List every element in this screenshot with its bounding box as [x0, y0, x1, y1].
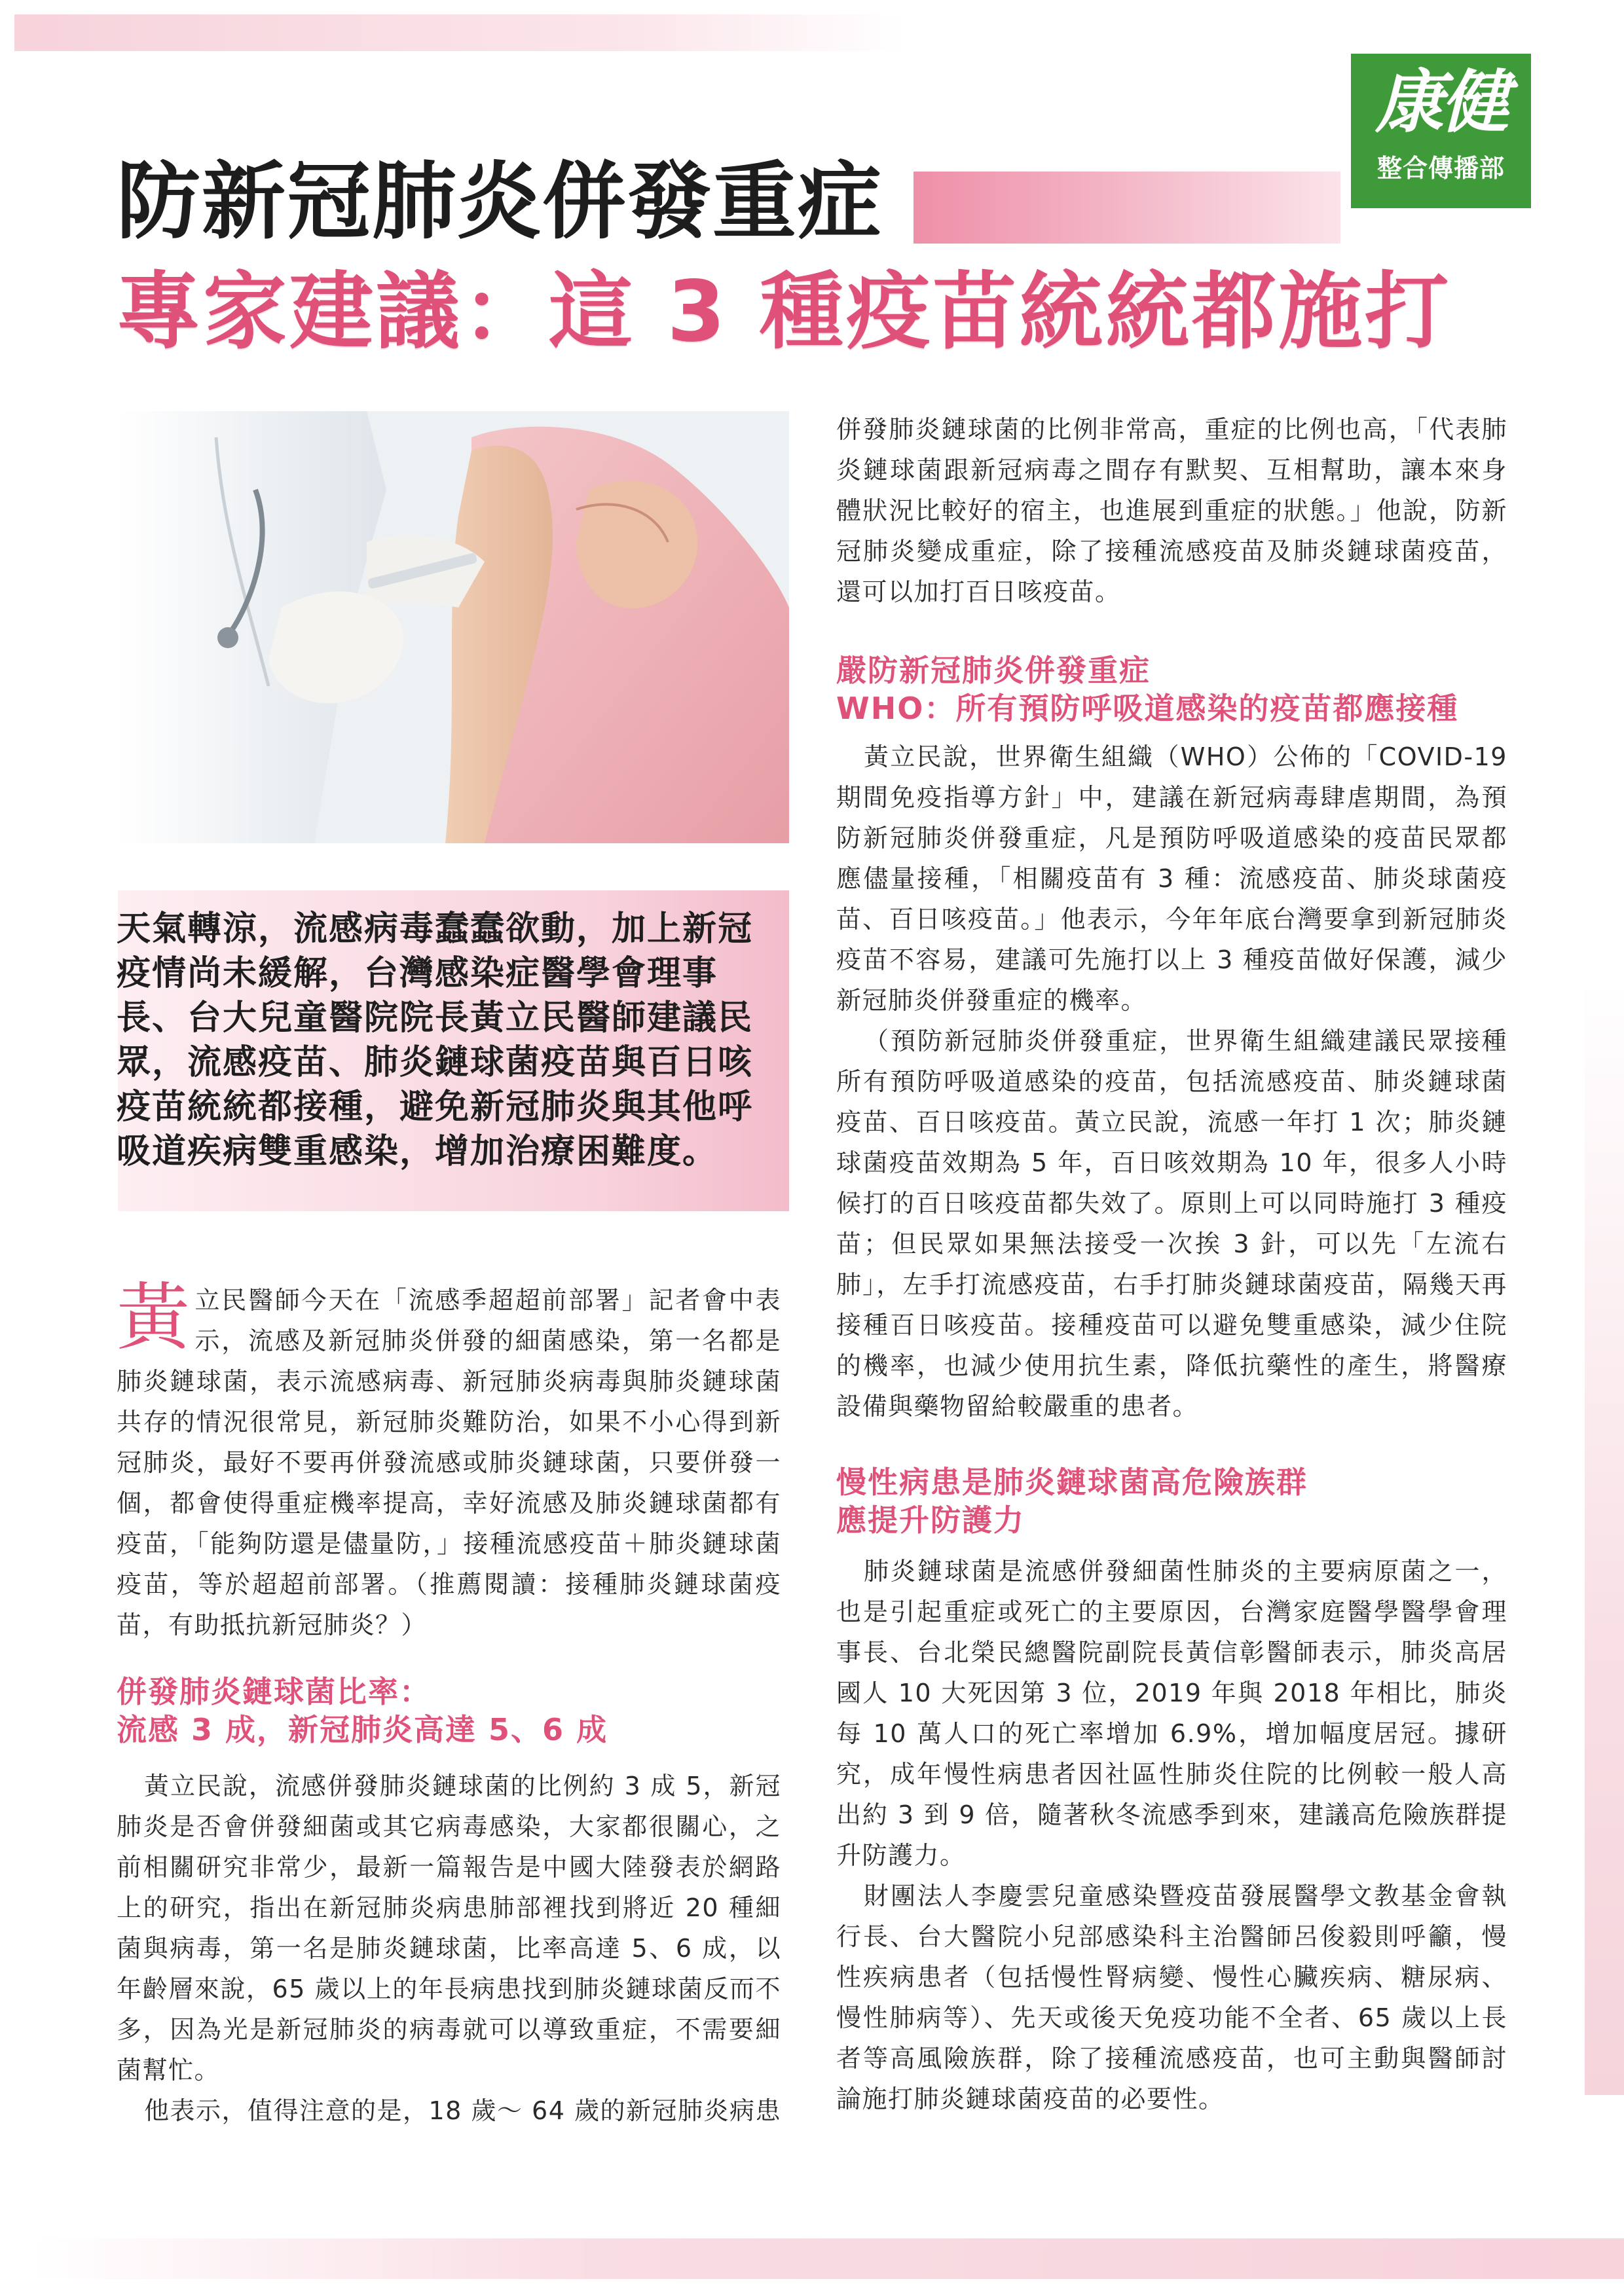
section-heading-line: 流感 3 成，新冠肺炎高達 5、6 成: [117, 1712, 608, 1747]
vaccination-photo-illustration: [118, 411, 789, 843]
intro-paragraph: 天氣轉涼，流感病毒蠢蠢欲動，加上新冠疫情尚未緩解，台灣感染症醫學會理事長、台大兒童醫院院長黃立民醫師建議民眾，流感疫苗、肺炎鏈球菌疫苗與百日咳疫苗統統都接種，避免新冠肺炎與其他呼吸道疾病雙重感染，增加治療困難度。: [117, 909, 754, 1171]
decorative-band-bottom: [33, 2238, 1624, 2279]
decorative-edge-right: [1585, 982, 1624, 2095]
drop-cap: 黃: [117, 1275, 191, 1360]
section-heading-line: 應提升防護力: [836, 1503, 1025, 1538]
section-heading-line: 嚴防新冠肺炎併發重症: [836, 653, 1151, 688]
brand-logo: [1351, 54, 1531, 208]
article-paragraph: 黃立民說，流感併發肺炎鏈球菌的比例約 3 成 5，新冠肺炎是否會併發細菌或其它病毒感染，大家都很關心，之前相關研究非常少，最新一篇報告是中國大陸發表於網路上的研究，指出在新冠肺炎病患肺部裡找到將近 20 種細菌與病毒，第一名是肺炎鏈球菌，比率高達 5、6 成，以年齡層來說，65 歲以上的年長病患找到肺炎鏈球菌反而不多，因為光是新冠肺炎的病毒就可以導致重症，不需要細菌幫忙。: [117, 1772, 781, 2085]
page-subtitle: 專家建議：這 3 種疫苗統統都施打: [117, 263, 1452, 361]
logo-mark: 康健: [1375, 62, 1507, 142]
page-title: 防新冠肺炎併發重症: [117, 153, 883, 251]
section-heading-line: 併發肺炎鏈球菌比率：: [117, 1674, 431, 1709]
title-accent-bar: [913, 172, 1340, 244]
article-paragraph: 併發肺炎鏈球菌的比例非常高，重症的比例也高，「代表肺炎鏈球菌跟新冠病毒之間存有默契、互相幫助，讓本來身體狀況比較好的宿主，也進展到重症的狀態。」他說，防新冠肺炎變成重症，除了接種流感疫苗及肺炎鏈球菌疫苗，還可以加打百日咳疫苗。: [836, 415, 1507, 606]
article-paragraph: 他表示，值得注意的是，18 歲～ 64 歲的新冠肺炎病患: [144, 2096, 781, 2125]
article-paragraph: 肺炎鏈球菌是流感併發細菌性肺炎的主要病原菌之一，也是引起重症或死亡的主要原因，台灣家庭醫學醫學會理事長、台北榮民總醫院副院長黃信彰醫師表示，肺炎高居國人 10 大死因第 3 位，2019 年與 2018 年相比，肺炎每 10 萬人口的死亡率增加 6.9%，增加幅度居冠。據研究，成年慢性病患者因社區性肺炎住院的比例較一般人高出約 3 到 9 倍，隨著秋冬流感季到來，建議高危險族群提升防護力。: [836, 1557, 1507, 1870]
paragraph-text: 立民醫師今天在「流感季超超前部署」記者會中表示，流感及新冠肺炎併發的細菌感染，第一名都是肺炎鏈球菌，表示流感病毒、新冠肺炎病毒與肺炎鏈球菌共存的情況很常見，新冠肺炎難防治，如果不小心得到新冠肺炎，最好不要再併發流感或肺炎鏈球菌，只要併發一個，都會使得重症機率提高，幸好流感及肺炎鏈球菌都有疫苗，「能夠防還是儘量防，」接種流感疫苗＋肺炎鏈球菌疫苗，等於超超前部署。（推薦閱讀：接種肺炎鏈球菌疫苗，有助抵抗新冠肺炎？）: [117, 1286, 781, 1639]
article-paragraph: （預防新冠肺炎併發重症，世界衛生組織建議民眾接種所有預防呼吸道感染的疫苗，包括流感疫苗、肺炎鏈球菌疫苗、百日咳疫苗。黃立民說，流感一年打 1 次；肺炎鏈球菌疫苗效期為 5 年，百日咳效期為 10 年，很多人小時候打的百日咳疫苗都失效了。原則上可以同時施打 3 種疫苗；但民眾如果無法接受一次挨 3 針，可以先「左流右肺」，左手打流感疫苗，右手打肺炎鏈球菌疫苗，隔幾天再接種百日咳疫苗。接種疫苗可以避免雙重感染，減少住院的機率，也減少使用抗生素，降低抗藥性的產生，將醫療設備與藥物留給較嚴重的患者。: [836, 1027, 1507, 1421]
article-column-right: [836, 409, 1507, 2119]
logo-department: 整合傳播部: [1376, 154, 1505, 183]
article-paragraph: [117, 1275, 781, 1645]
decorative-band-top: [14, 14, 905, 51]
vaccination-photo: [118, 411, 789, 843]
section-heading: [836, 651, 1507, 727]
article-paragraph: 黃立民說，世界衛生組織（WHO）公佈的「COVID-19 期間免疫指導方針」中，建議在新冠病毒肆虐期間，為預防新冠肺炎併發重症，凡是預防呼吸道感染的疫苗民眾都應儘量接種，「相關疫苗有 3 種：流感疫苗、肺炎球菌疫苗、百日咳疫苗。」他表示，今年年底台灣要拿到新冠肺炎疫苗不容易，建議可先施打以上 3 種疫苗做好保護，減少新冠肺炎併發重症的機率。: [836, 742, 1507, 1015]
article-column-left: [117, 1275, 781, 2131]
section-heading-line: WHO：所有預防呼吸道感染的疫苗都應接種: [836, 691, 1459, 726]
section-heading-line: 慢性病患是肺炎鏈球菌高危險族群: [836, 1465, 1308, 1500]
section-heading: [117, 1673, 781, 1749]
article-paragraph: 財團法人李慶雲兒童感染暨疫苗發展醫學文教基金會執行長、台大醫院小兒部感染科主治醫師呂俊毅則呼籲，慢性疾病患者（包括慢性腎病變、慢性心臟疾病、糖尿病、慢性肺病等）、先天或後天免疫功能不全者、65 歲以上長者等高風險族群，除了接種流感疫苗，也可主動與醫師討論施打肺炎鏈球菌疫苗的必要性。: [836, 1882, 1507, 2113]
section-heading: [836, 1463, 1507, 1539]
